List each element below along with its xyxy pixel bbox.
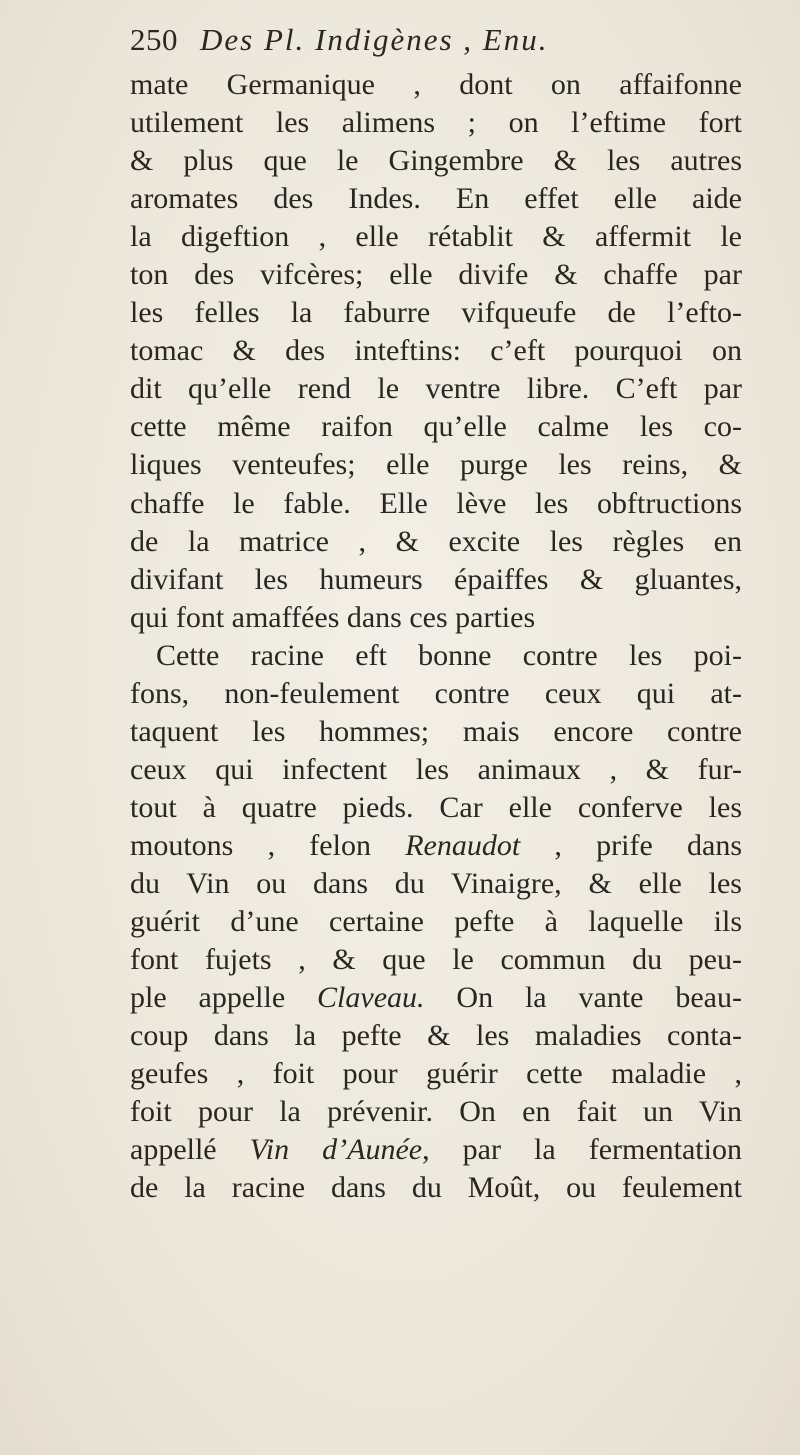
line-text: de la matrice , & excite les règles en [130, 524, 742, 558]
line-text: cette même raifon qu’elle calme les co- [130, 410, 742, 444]
text-line [130, 827, 742, 865]
text-line [130, 599, 742, 637]
text-line [130, 1169, 742, 1207]
line-text: la digeftion , elle rétablit & affermit le [130, 220, 742, 254]
line-text: appellé [130, 1133, 250, 1167]
line-text: divifant les humeurs épaiffes & gluantes, [130, 562, 742, 596]
page-number: 250 [130, 22, 178, 57]
text-line [130, 523, 742, 561]
text-line [130, 142, 742, 180]
text-line [130, 1017, 742, 1055]
line-text: Cette racine eft bonne contre les poi- [156, 638, 742, 672]
line-text: tout à quatre pieds. Car elle conferve les [130, 790, 742, 824]
text-line [130, 180, 742, 218]
text-line [130, 218, 742, 256]
text-line [130, 751, 742, 789]
line-text: foit pour la prévenir. On en fait un Vin [130, 1095, 742, 1129]
line-text: font fujets , & que le commun du peu- [130, 943, 742, 977]
text-line [130, 713, 742, 751]
text-line [130, 294, 742, 332]
line-text: ceux qui infectent les animaux , & fur- [130, 752, 742, 786]
line-text: geufes , foit pour guérir cette maladie , [130, 1057, 742, 1091]
text-line [130, 865, 742, 903]
line-text: utilement les alimens ; on l’eftime fort [130, 106, 742, 140]
text-line [130, 1055, 742, 1093]
text-line [130, 637, 742, 675]
text-line [130, 903, 742, 941]
line-text: , par la fermentation [422, 1133, 742, 1167]
italic-text: Renaudot [405, 828, 521, 862]
text-line [130, 408, 742, 446]
line-text: du Vin ou dans du Vinaigre, & elle les [130, 866, 742, 900]
text-line [130, 446, 742, 484]
page-header [130, 22, 770, 62]
text-line [130, 561, 742, 599]
line-text: dit qu’elle rend le ventre libre. C’eft par [130, 372, 742, 406]
line-text: ple appelle [130, 981, 318, 1015]
text-line [130, 66, 742, 104]
text-line [130, 332, 742, 370]
line-text: tomac & des inteftins: c’eft pourquoi on [130, 334, 742, 368]
line-text: guérit d’une certaine pefte à laquelle ils [130, 905, 742, 939]
text-line [130, 789, 742, 827]
text-line [130, 1093, 742, 1131]
line-text: taquent les hommes; mais encore contre [130, 714, 742, 748]
line-text: mate Germanique , dont on affaifonne [130, 68, 742, 101]
text-line [130, 370, 742, 408]
text-line [130, 1131, 742, 1169]
line-text: les felles la faburre vifqueufe de l’efto- [130, 296, 742, 330]
line-text: ton des vifcères; elle divife & chaffe par [130, 258, 742, 292]
line-text: On la vante beau- [424, 981, 742, 1015]
line-text: chaffe le fable. Elle lève les obftructions [130, 486, 742, 520]
text-line [130, 979, 742, 1017]
line-text: moutons , felon [130, 828, 406, 862]
line-text: qui font amaffées dans ces parties [130, 600, 536, 634]
text-line [130, 485, 742, 523]
body-text [130, 66, 742, 1207]
line-text: , prife dans [520, 828, 742, 862]
italic-text: Claveau. [317, 981, 425, 1015]
line-text: & plus que le Gingembre & les autres [130, 144, 742, 178]
italic-text: Vin d’Aunée [249, 1133, 423, 1167]
text-line [130, 256, 742, 294]
line-text: aromates des Indes. En effet elle aide [130, 182, 742, 216]
line-text: fons, non-feulement contre ceux qui at- [130, 676, 742, 710]
running-head: Des Pl. Indigènes , Enu. [200, 22, 549, 57]
text-line [130, 675, 742, 713]
text-line [130, 104, 742, 142]
line-text: liques venteufes; elle purge les reins, & [130, 448, 742, 482]
line-text: de la racine dans du Moût, ou feulement [130, 1171, 742, 1205]
text-line [130, 941, 742, 979]
line-text: coup dans la pefte & les maladies conta- [130, 1019, 742, 1053]
